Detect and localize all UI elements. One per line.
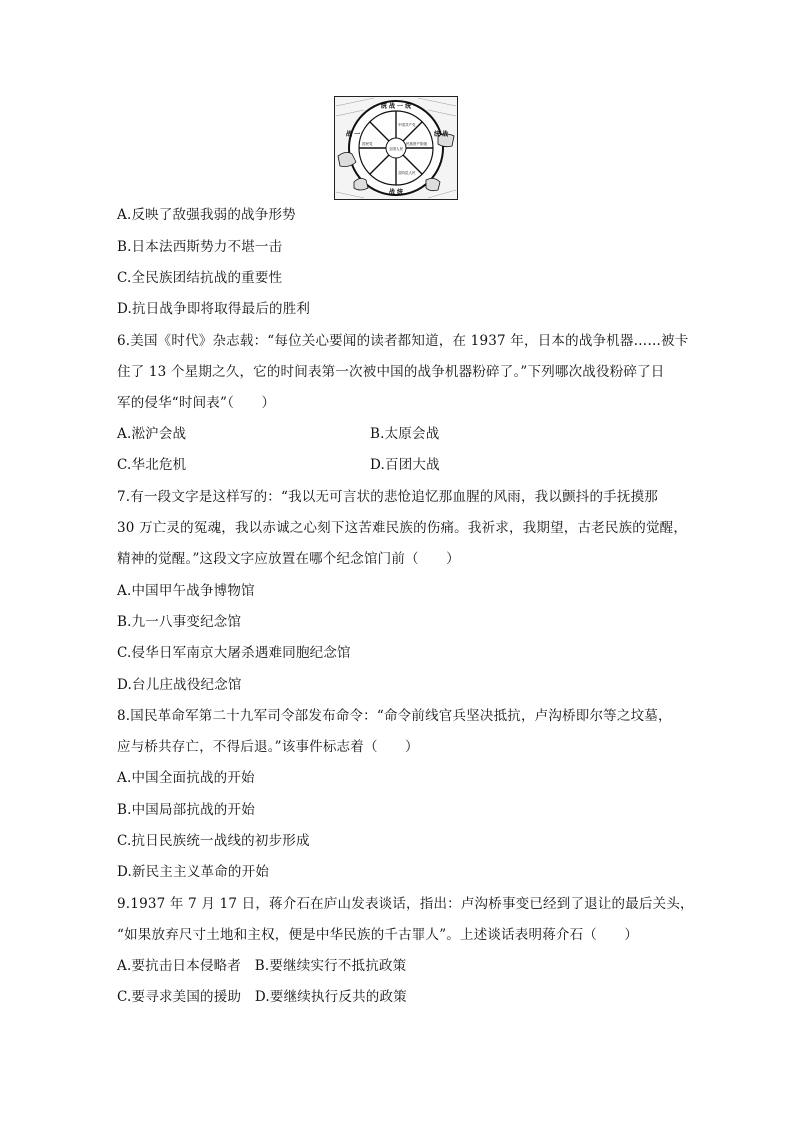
q7-option-a: A.中国甲午战争博物馆 [117,583,255,599]
q9-stem-line-1: 9.1937 年 7 月 17 日，蒋介石在庐山发表谈话，指出：卢沟桥事变已经到了退让的最后关头， [117,896,694,912]
q6-stem-line-1: 6.美国《时代》杂志载：“每位关心要闻的读者都知道，在 1937 年，日本的战争机器……被卡 [117,333,689,349]
q6-option-row-1 [117,426,440,442]
q8-stem-line-2: 应与桥共存亡，不得后退。”该事件标志着（ ） [117,739,419,755]
q7-option-c: C.侵华日军南京大屠杀遇难同胞纪念馆 [117,645,351,661]
spoke-label-2: 国民党 [362,142,373,146]
q8-option-b: B.中国局部抗战的开始 [117,802,255,818]
q5-option-a: A.反映了敌强我弱的战争形势 [117,207,296,223]
q6-option-c: C.华北危机 [117,457,187,473]
q5-option-b: B.日本法西斯势力不堪一击 [117,239,283,255]
q9-options-row-2: C.要寻求美国的援助 D.要继续执行反共的政策 [117,989,407,1005]
wheel-center-label: 全国人民 [389,147,403,151]
ring-text-bottom: 战 统 [388,189,404,196]
q8-option-a: A.中国全面抗战的开始 [117,770,255,786]
q5-option-d: D.抗日战争即将取得最后的胜利 [117,301,311,317]
ring-text-top: 统 战 一 统 [380,103,412,110]
q6-option-b: B.太原会战 [370,426,440,442]
q7-stem-line-3: 精神的觉醒。”这段文字应放置在哪个纪念馆门前（ ） [117,551,460,567]
spoke-label-4: 各阶层人民 [398,171,416,175]
q6-option-row-2 [117,457,440,473]
q6-stem-line-3: 军的侵华“时间表”（ ） [117,395,276,411]
q8-stem-line-1: 8.国民革命军第二十九军司令部发布命令：“命令前线官兵坚决抵抗，卢沟桥即尔等之坟墓， [117,708,672,724]
q8-option-c: C.抗日民族统一战线的初步形成 [117,833,310,849]
q7-option-b: B.九一八事变纪念馆 [117,614,242,630]
ring-text-left: 战 一 [346,131,361,138]
q8-option-d: D.新民主主义革命的开始 [117,864,270,880]
q6-option-d: D.百团大战 [370,457,440,473]
spoke-label-3: 民族资产阶级 [406,142,427,146]
cartoon-illustration [334,96,458,200]
q9-options-row-1: A.要抗击日本侵略者 B.要继续实行不抵抗政策 [117,958,407,974]
q6-option-a: A.淞沪会战 [117,426,187,442]
ring-text-right: 统 战 [434,131,449,138]
q5-option-c: C.全民族团结抗战的重要性 [117,270,283,286]
q6-stem-line-2: 住了 13 个星期之久，它的时间表第一次被中国的战争机器粉碎了。”下列哪次战役粉碎了日 [117,364,665,380]
q9-stem-line-2: “如果放弃尺寸土地和主权，便是中华民族的千古罪人”。上述谈话表明蒋介石（ ） [117,927,639,943]
cartoon-figure [334,96,458,200]
q7-stem-line-2: 30 万亡灵的冤魂，我以赤诚之心刻下这苦难民族的伤痛。我祈求，我期望，古老民族的觉醒， [117,520,688,536]
q7-option-d: D.台儿庄战役纪念馆 [117,677,242,693]
q7-stem-line-1: 7.有一段文字是这样写的：“我以无可言状的悲怆追忆那血腥的风雨，我以颤抖的手抚摸那 [117,489,658,505]
spoke-label-1: 中国共产党 [398,123,416,127]
